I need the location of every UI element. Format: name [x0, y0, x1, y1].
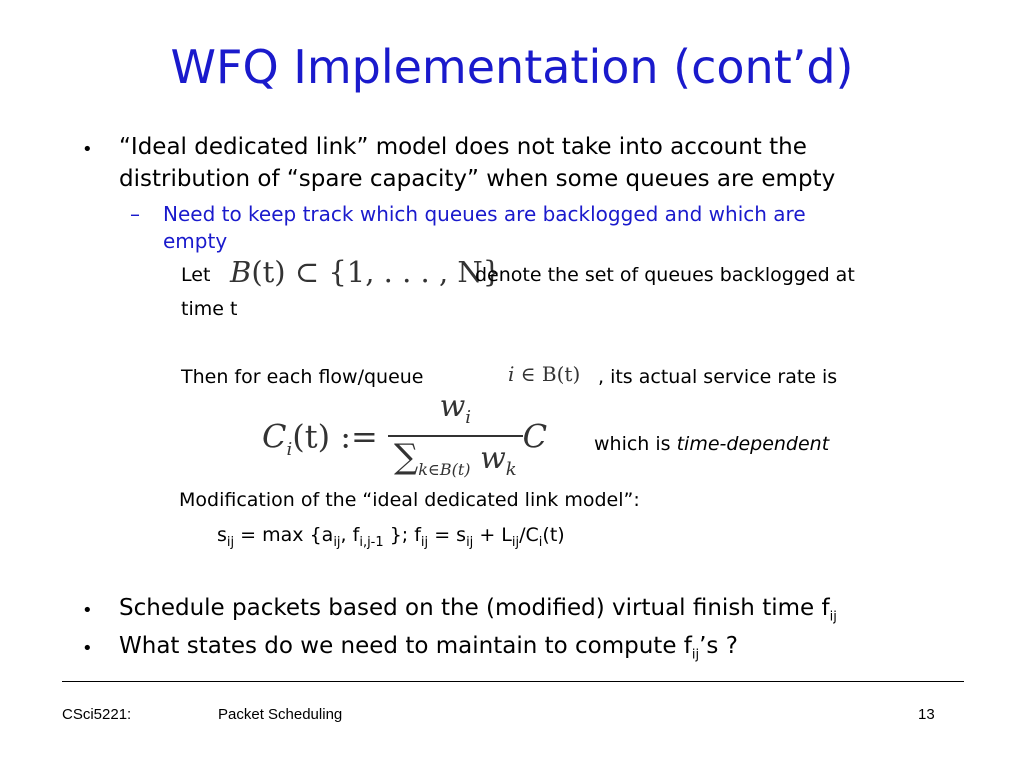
- time-t-text: time t: [181, 298, 238, 320]
- eq-s2-sub: ij: [466, 534, 474, 550]
- sum-symbol: ∑: [394, 437, 419, 477]
- math-c-sub: i: [286, 438, 293, 460]
- bullet-2-main: Schedule packets based on the (modified) virtual finish time f: [119, 595, 830, 621]
- subbullet-marker: –: [130, 202, 140, 226]
- eq-close: }; f: [383, 524, 421, 546]
- eq-l-sub: ij: [511, 534, 520, 550]
- eq-s2: = s: [428, 524, 467, 546]
- time-dependent-text: time-dependent: [676, 433, 830, 455]
- math-in-b: ∈ B(t): [514, 362, 581, 386]
- eq-end: (t): [542, 524, 565, 546]
- eq-l: + L: [473, 524, 512, 546]
- let-text: Let: [181, 264, 211, 286]
- eq-f-sub: i,j-1: [359, 534, 384, 550]
- slide-title: WFQ Implementation (cont’d): [170, 40, 854, 94]
- bullet-2-text: [119, 592, 837, 634]
- then-post-text: , its actual service rate is: [598, 366, 838, 388]
- subbullet-line-2: empty: [163, 229, 228, 253]
- math-i: i: [508, 362, 515, 386]
- i-in-b-formula: [508, 362, 580, 386]
- math-t: (t): [251, 255, 286, 289]
- math-c: C: [262, 417, 287, 456]
- bullet-marker: •: [82, 638, 93, 659]
- eq-a-sub: ij: [333, 534, 341, 550]
- bullet-marker: •: [82, 600, 93, 621]
- math-b: B: [230, 255, 252, 289]
- subbullet-line-1: Need to keep track which queues are backlogged and which are: [163, 202, 806, 226]
- modification-equation: [217, 520, 565, 558]
- modification-text: Modification of the “ideal dedicated link model”:: [179, 489, 640, 511]
- rate-fraction: [388, 390, 523, 488]
- footer-course: CSci5221:: [62, 706, 132, 723]
- eq-c: /C: [519, 524, 539, 546]
- footer-topic: Packet Scheduling: [218, 706, 343, 723]
- bullet-3-text: [119, 630, 738, 672]
- eq-f2-sub: ij: [420, 534, 429, 550]
- eq-s: s: [217, 524, 227, 546]
- eq-max: = max {a: [234, 524, 334, 546]
- bullet-2-sub: ij: [829, 609, 837, 625]
- backlog-set-formula: [230, 255, 501, 289]
- sum-index: k∈B(t): [418, 460, 471, 479]
- math-capacity: C: [522, 417, 548, 456]
- bullet-1-line-1: “Ideal dedicated link” model does not take into account the: [119, 134, 807, 160]
- fraction-denominator: [388, 435, 523, 488]
- bullet-marker: •: [82, 139, 93, 160]
- let-rest-text: denote the set of queues backlogged at: [475, 264, 855, 286]
- math-w: w: [439, 389, 466, 424]
- which-is-text: which is: [594, 433, 677, 455]
- footer-page-number: 13: [918, 706, 935, 723]
- time-dependent-note: [594, 429, 829, 459]
- eq-f: , f: [340, 524, 360, 546]
- bullet-3-sub: ij: [691, 647, 700, 663]
- math-subset: ⊂ {1, . . . , N}: [285, 255, 502, 289]
- footer-divider: [62, 681, 964, 682]
- eq-s-sub: ij: [226, 534, 235, 550]
- bullet-1-line-2: distribution of “spare capacity” when some queues are empty: [119, 166, 836, 192]
- service-rate-formula: [262, 390, 547, 490]
- bullet-3-main: What states do we need to maintain to compute f: [119, 633, 692, 659]
- math-wk: w: [480, 441, 506, 476]
- math-c-t: (t) :=: [292, 417, 378, 456]
- eq-c-sub: i: [538, 534, 543, 550]
- fraction-numerator: [388, 390, 523, 435]
- math-w-sub: i: [465, 407, 472, 428]
- then-text: Then for each flow/queue: [181, 366, 424, 388]
- math-wk-sub: k: [505, 459, 517, 480]
- bullet-3-end: ’s ?: [699, 633, 738, 659]
